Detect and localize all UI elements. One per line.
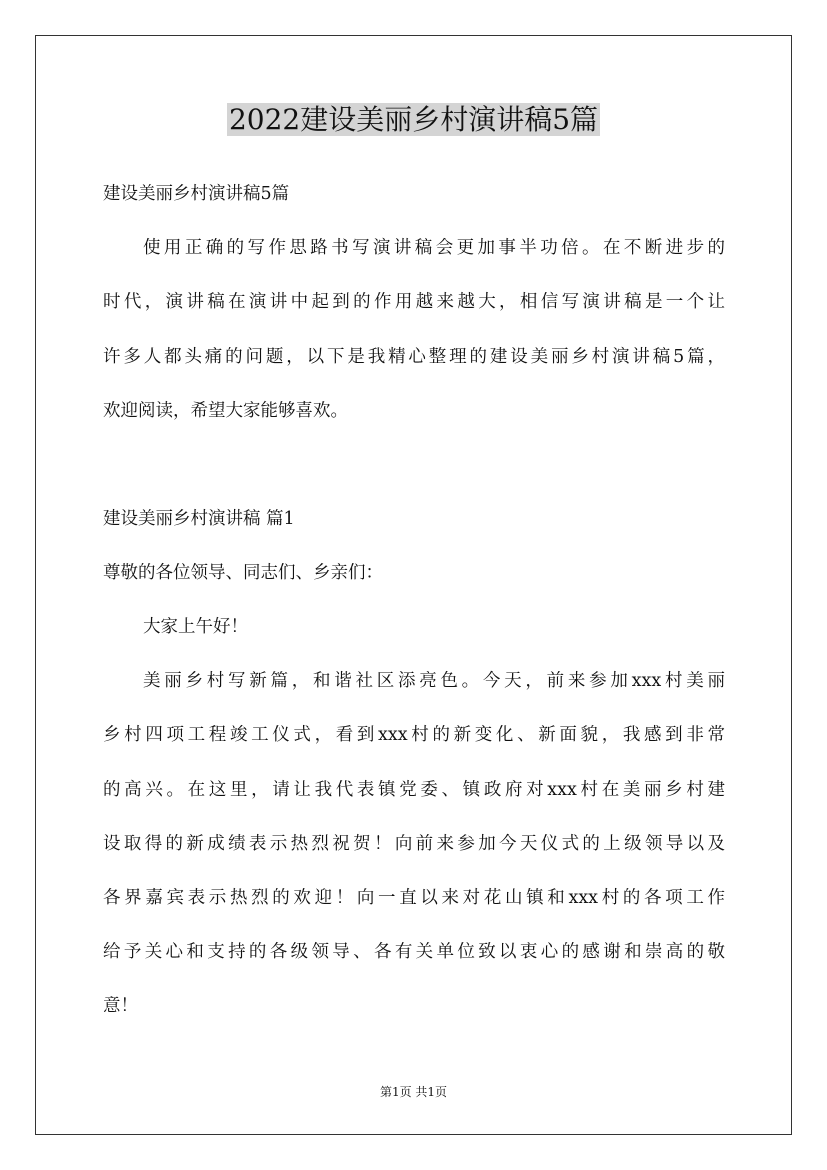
body-paragraph-line: 设取得的新成绩表示热烈祝贺！向前来参加今天仪式的上级领导以及: [103, 834, 725, 854]
body-paragraph-line: 给予关心和支持的各级领导、各有关单位致以衷心的感谢和崇高的敬: [103, 942, 725, 962]
intro-paragraph-line: 时代，演讲稿在演讲中起到的作用越来越大，相信写演讲稿是一个让: [103, 292, 725, 312]
intro-paragraph-line: 欢迎阅读，希望大家能够喜欢。: [103, 401, 348, 421]
body-paragraph-line: 各界嘉宾表示热烈的欢迎！向一直以来对花山镇和xxx村的各项工作: [103, 888, 725, 908]
document-title-text: 2022建设美丽乡村演讲稿5篇: [228, 103, 599, 136]
body-paragraph-line: 意！: [103, 996, 138, 1016]
body-paragraph-line: 的高兴。在这里，请让我代表镇党委、镇政府对xxx村在美丽乡村建: [103, 780, 725, 800]
document-title: [0, 98, 827, 142]
intro-paragraph-line: 许多人都头痛的问题，以下是我精心整理的建设美丽乡村演讲稿5篇，: [103, 347, 725, 367]
body-paragraph-line: 乡村四项工程竣工仪式，看到xxx村的新变化、新面貌，我感到非常: [103, 725, 725, 745]
salutation: 尊敬的各位领导、同志们、乡亲们：: [103, 563, 383, 583]
page-footer: 第1页 共1页: [379, 1085, 448, 1099]
intro-subtitle: 建设美丽乡村演讲稿5篇: [103, 184, 290, 204]
intro-paragraph-line: 使用正确的写作思路书写演讲稿会更加事半功倍。在不断进步的: [143, 238, 725, 258]
body-paragraph-line: 美丽乡村写新篇，和谐社区添亮色。今天，前来参加xxx村美丽: [143, 671, 725, 691]
section-heading: 建设美丽乡村演讲稿 篇1: [103, 509, 295, 529]
greeting: 大家上午好！: [143, 617, 248, 637]
